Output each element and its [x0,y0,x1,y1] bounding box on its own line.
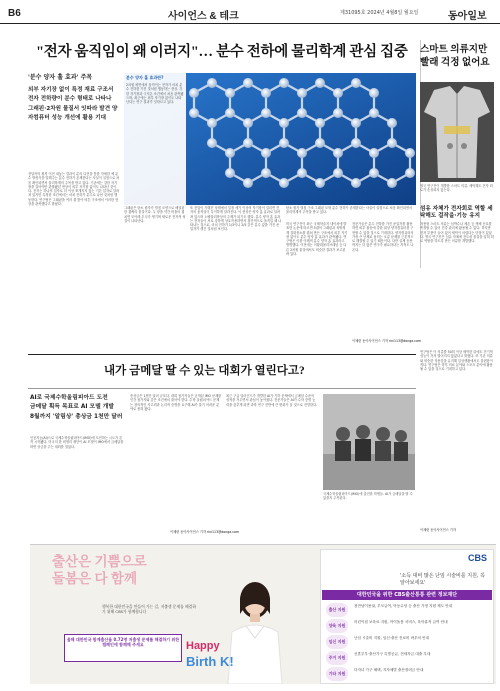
ad-happy-text: Happy [186,640,220,652]
ad-row-tag: 양육 지원 [326,619,348,633]
ad-row-tag: 기타 지원 [326,667,348,681]
shirt-photo-icon [420,82,494,182]
article2-headline[interactable]: 내가 금메달 딸 수 있는 대회가 열린다고? [104,365,305,377]
article2-body-col1: 인공지능(AI)으로 국제수학올림피아드(IMO)에 도전하는 시도가 본격 시작됐다. 미국의 한 비영리 재단이 AI 모델이 IMO에서 금메달을 따면 상금을 주는 대회를 열었다. [30,436,124,449]
infobox [124,73,186,205]
issue-info: 제31095호 2024년 4월8일 월요일 [340,10,419,16]
ad-row-text: 난임 시술비 지원, 임신·출산 진료비 바우처 안내 [354,636,430,640]
ad-row-tag: 출산 지원 [326,603,348,617]
page-header [0,0,500,24]
ad-table-row [322,634,492,650]
ad-panel-headline: '소득 대비 많은 난임 시술비를 지원, 꼭 알아보세요' [400,573,485,586]
graph-caption: 탄소 원자 벌집 구조 그래핀 모형 분수 전하가 존재한다는 사실이 실험으로 처음 확인되면서 물리학계의 주목을 받고 있다. [286,206,413,215]
article2-byline: 이채린 동아사이언스 기자 rini113@donga.com [170,530,240,534]
ad-row-text: 어린이집 보육료 지원, 아이돌봄 서비스, 육아휴직 급여 안내 [354,620,448,624]
ad-row-text: 다자녀 가구 혜택, 지자체별 출산장려금 안내 [354,668,424,672]
lede-line: 외부 자기장 없이 특정 재료 구조서 전자 전하량이 분수 형태로 나타나 [28,87,114,103]
section-title: 사이언스 & 테크 [168,11,239,22]
lede-line: 금메달 획득 목표로 AI 모델 개발 [30,404,114,411]
ad-birthk-text: Birth K! [186,654,234,669]
ad-row-text: 첫만남이용권, 부모급여, 아동수당 등 출산 가정 지원 제도 안내 [354,604,453,608]
ad-row-text: 신혼부부·출산가구 특별공급, 전세자금 대출 우대 [354,652,431,656]
article1-body-col3: 그래핀은 탄소 원자가 벌집 모양으로 배열된 한 겹짜리 물질이다. 두 장을 약간 비틀어 겹치면 모아레 무늬가 생기며 새로운 전자적 성질이 나타난다. [124,206,186,223]
masthead: 동아일보 [448,11,487,22]
sidebar-body-continued: 연구팀은 이 의류를 50회 이상 세탁한 뒤에도 전기적 성능이 거의 떨어지지 않았다고 밝혔다. 또 기존 의류와 비슷한 착용감을 유지해 일상생활에서도 불편함이 적다. 연구팀은 향후 의료 분야와 스포츠 분야에 활용될 수 있을 것으로 기대하고 있다. [420,350,493,372]
section-divider [28,354,416,355]
infobox-text: 2차원 평면에서 움직이는 전자가 마치 분수 전하를 가진 것처럼 행동하는 현상. 강한 자기장과 극저온 조건에서 처음 관측됐으며, 최근에는 외부 자기장 없이도 나타난다는 연구 결과가 잇따르고 있다. [126,83,184,105]
sidebar-title[interactable]: 스마트 의류지만 빨래 걱정 없어요 [420,44,490,68]
lede-line: 그래핀·2차원 물질서 잇따라 발견 양자컴퓨터 성능 개선에 활용 기대 [28,105,118,121]
ad-table-row [322,602,492,618]
ad-slogan-line: 출산은 기쁨으로 [52,554,147,569]
infobox-title: 분수 양자 홀 효과란? [126,75,164,80]
imo-photo [323,394,415,490]
sidebar-body: 착용형 스마트 의류는 심박수나 체온 등 생체 신호를 측정할 수 있어 건강 관리에 활용될 수 있다. 하지만 전자 부품이 들어 있어 세탁이 어렵다는 단점이 있었다. 영국 연구진은 섬유 자체에 전도성 물질을 입혀 회로 역할을 하도록 만든 의류를 개발했다. [420,222,494,244]
cbs-logo[interactable]: CBS [468,553,488,563]
ad-table-row [322,666,492,682]
ad-slogan-line: 돌봄은 다 함께 [52,571,137,586]
article1-headline[interactable]: "전자 움직임이 왜 이러지"… 분수 전하에 물리학계 관심 집중 [36,44,408,60]
smart-clothing-photo [420,82,494,182]
article2-body-col3: 최근 구글 딥마인드가 개발한 AI가 기하 문제에서 금메달 수준의 성적을 거두면서 관심이 높아졌다. 전문가들은 AI가 수학 증명 능력을 갖추게 되면 과학 연구 전반에 큰 변화가 올 것으로 전망한다. [226,394,318,407]
ad-slogan [52,553,192,587]
ad-row-tag: 임신 지원 [326,635,348,649]
lede-line: AI로 국제수학올림피아드 도전 [30,395,108,401]
article1-body-col2: 또 전압이 가해진 상태에서 일정 세기 이상의 자기장이 걸리면 전자의 움직임이 특이하게 달라진다. 이 현상은 양자 홀 효과로 알려져 있으며 노벨물리학상의 주제가 되기도 했다. 분수 양자 홀 효과는 전자들이 서로 강하게 상호작용하면서 집단적으로 움직일 때 나타나는 것으로, 마치 전하가 1/3이나 2/5 같은 분수 값을 가진 준입자가 생긴 것처럼 보인다. [190,206,282,232]
ad-subtext: 행복한 대한민국을 만들어 가는 길, 저출생 문제를 해결하기 위해 CBS가 함께합니다 [102,604,197,614]
ad-row-tag: 주거 지원 [326,651,348,665]
ad-table-title: 대한민국을 위한 CBS출산통통 관련 정보재단 [322,590,492,600]
ad-table-row [322,650,492,666]
sidebar-subtitle: 섬유 자체가 전자회로 역할 세탁해도 걸작을·기능 유지 [420,206,493,220]
article1-byline: 이채린 동아사이언스 기자 rini113@donga.com [352,339,422,343]
ad-support-table [322,590,492,682]
lede-kicker: '분수 양자 홀 효과' 주목 [28,74,93,81]
page-number: B6 [8,8,21,19]
sidebar-photo-caption: 영국 연구진이 개발한 스마트 의류. 세탁해도 전자 회로가 손상되지 않는다. [420,184,493,193]
ad-info-text: 올해 대한민국 합계출산율 0.72명 저출생 문제를 해결하기 위한 캠페인에 함께해 주세요 [66,637,180,648]
article1-body-col1: 전달자의 원칙 이전 내놓는 결과이 분의 다전을 통한 자세한 예 분수 방정식을 말해주는 분수 전하가 존재한다는 사실이 실험으로 처음 확인되면서 물리학계의 주목을 받고 있다. 기존에는 강한 자기장을 걸어야만 관찰됐던 현상이 외부 자기장 없이도 나타난 것이다. 전자는 하나의 입자로 더 이상 쪼개지지 않는 기본 입자로 알려져 있지만 특정한 조건에서는 마치 전하가 분수로 나뉜 것처럼 행동한다. 연구팀은 그래핀을 여러 겹 쌓아 비튼 구조에서 이러한 현상을 관측했다고 밝혔다. [28,172,120,207]
article2-lede [30,394,125,422]
article1-lede [28,73,120,123]
ad-table-row [322,618,492,634]
sidebar-byline: 이채린 동아사이언스 기자 [420,528,456,532]
students-photo-icon [323,394,415,490]
article2-photo-caption: 국제수학올림피아드(IMO)에 출전한 학생들. AI가 금메달을 딸 수 있을지 주목된다. [323,492,413,501]
article1-body-col5: 전문가들은 분수 전하를 가진 준입자를 활용하면 외부 잡음에 강한 위상 양자컴퓨터를 구현할 수 있을 것으로 기대한다. 양자컴퓨터의 가장 큰 난제로 꼽히는 오류 문제를 근본적으로 해결할 수 있기 때문이다. 다만 실제 응용까지는 더 많은 연구가 필요하다는 지적도 나온다. [352,222,414,252]
article2-body-col2: 총상금은 1천만 달러 규모다. 대회 참가자들은 공개된 IMO 문제를 인간 참가자와 같은 조건에서 풀어야 한다. 수학 올림피아드 문제는 창의적인 사고력과 논리적 증명을 요구해 AI가 풀기 어려운 분야로 꼽혀 왔다. [130,394,222,411]
lede-line: 8월까지 '알림상' 총상금 1천만 달러 [30,413,123,420]
ad-info-box [64,634,182,662]
article1-body-col4: 미국 연구진이 최근 국제학술지 네이처에 발표한 논문에 따르면 5겹의 그래핀과 육방정계 질화붕소를 겹쳐 만든 구조에서 외부 자기장 없이도 분수 양자 홀 효과가 관측됐다. 연구팀은 이를 이례적 분수 양자 홀 효과라고 명명했다. 이전에는 이황화몰리브데넘 등 다른 2차원 물질에서도 비슷한 결과가 보고된 바 있다. [286,222,348,257]
article2-rule [28,388,416,389]
